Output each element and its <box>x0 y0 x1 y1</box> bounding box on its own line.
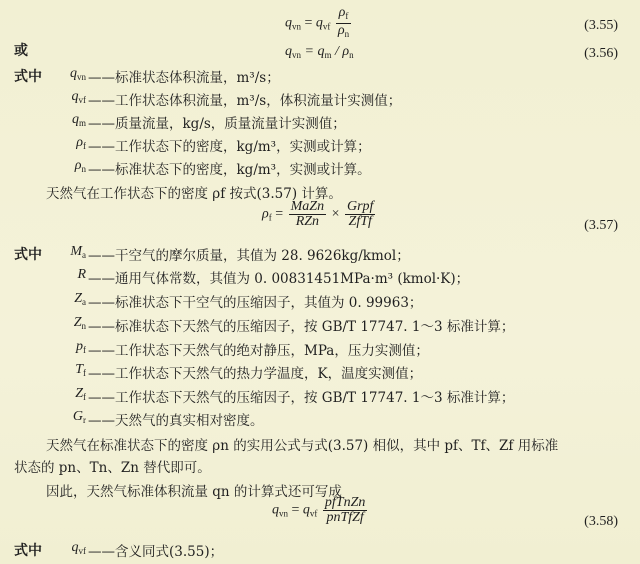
def-symbol: $Z_n$ <box>73 315 86 331</box>
equation-number-3-55: (3.55) <box>584 18 618 33</box>
def-symbol: $G_r$ <box>72 409 86 425</box>
def-text: ——标准状态下天然气的压缩因子，按 GB/T 17747. 1～3 标准计算； <box>88 319 515 335</box>
equation-3-57-fraction-1: $\frac{\text{MaZn}}{\text{RZn}}$ <box>290 199 325 229</box>
def-symbol: R <box>77 267 86 282</box>
def-symbol: $\rho_n$ <box>74 158 86 174</box>
def-symbol: $Z_a$ <box>74 291 86 307</box>
def-text: ——天然气的真实相对密度。 <box>88 413 264 429</box>
def-symbol: $q_m$ <box>71 112 86 128</box>
def-text: ——工作状态下天然气的绝对静压，MPa，压力实测值； <box>88 343 429 359</box>
def-text: ——工作状态下天然气的压缩因子，按 GB/T 17747. 1～3 标准计算； <box>88 390 515 406</box>
equation-3-56: $q_{vn} = q_m / \rho_n$ <box>285 44 354 60</box>
def-text: ——质量流量，kg/s，质量流量计实测值； <box>88 116 346 132</box>
equation-number-3-56: (3.56) <box>584 46 618 61</box>
equation-3-57: $\rho_f$ = $\frac{\text{MaZn}}{\text{RZn}}$ × $\frac{\text{Grpf}}{\text{ZfTf}}$ <box>262 199 374 229</box>
equation-3-55: $q_{vn} = q_{vf}$ $\frac{\rho_f}{\rho_n}$ <box>285 5 350 39</box>
equation-3-58-fraction: $\frac{\text{pfTnZn}}{\text{pnTfZf}}$ <box>324 495 366 525</box>
equation-3-57-fraction-2: $\frac{\text{Grpf}}{\text{ZfTf}}$ <box>347 199 374 229</box>
where-label: 式中 <box>14 247 42 263</box>
paragraph-continued: 状态的 pn、Tn、Zn 替代即可。 <box>14 460 211 476</box>
paragraph: 天然气在标准状态下的密度 ρn 的实用公式与式(3.57) 相似，其中 pf、Tf、Zf 用标准 <box>46 438 559 454</box>
equation-number-3-57: (3.57) <box>584 218 618 233</box>
equation-3-55-fraction: $\frac{\rho_f}{\rho_n}$ <box>337 5 350 39</box>
def-text: ——工作状态下天然气的热力学温度，K，温度实测值； <box>88 366 423 382</box>
def-text: ——干空气的摩尔质量，其值为 28. 9626kg/kmol； <box>88 248 410 264</box>
or-label: 或 <box>14 43 28 59</box>
def-symbol: $T_f$ <box>75 362 86 378</box>
where-label: 式中 <box>14 543 42 559</box>
def-symbol: $\rho_f$ <box>76 135 86 151</box>
paragraph: 因此，天然气标准体积流量 qn 的计算式还可写成 <box>46 484 342 500</box>
def-text: ——工作状态下的密度，kg/m³，实测或计算； <box>88 139 371 155</box>
def-symbol: $q_{vf}$ <box>71 89 86 105</box>
def-symbol: $Z_f$ <box>75 386 86 402</box>
def-symbol: $p_f$ <box>76 339 86 355</box>
def-text: ——通用气体常数，其值为 0. 00831451MPa·m³ (kmol·K)； <box>88 271 470 287</box>
def-text: ——标准状态下的密度，kg/m³，实测或计算。 <box>88 162 371 178</box>
def-text: ——标准状态体积流量，m³/s； <box>88 70 280 86</box>
equation-3-58: $q_{vn} = q_{vf}$ $\frac{\text{pfTnZn}}{\text{pnTfZf}}$ <box>272 495 366 525</box>
def-symbol: $q_{vn}$ <box>70 66 86 82</box>
def-text: ——含义同式(3.55)； <box>88 544 224 560</box>
def-symbol: $q_{vf}$ <box>71 540 86 556</box>
def-text: ——工作状态体积流量，m³/s，体积流量计实测值； <box>88 93 402 109</box>
def-text: ——标准状态下干空气的压缩因子，其值为 0. 99963； <box>88 295 423 311</box>
where-label: 式中 <box>14 69 42 85</box>
def-symbol: $M_a$ <box>70 244 86 260</box>
paragraph: 天然气在工作状态下的密度 ρf 按式(3.57) 计算。 <box>46 186 342 202</box>
equation-number-3-58: (3.58) <box>584 514 618 529</box>
